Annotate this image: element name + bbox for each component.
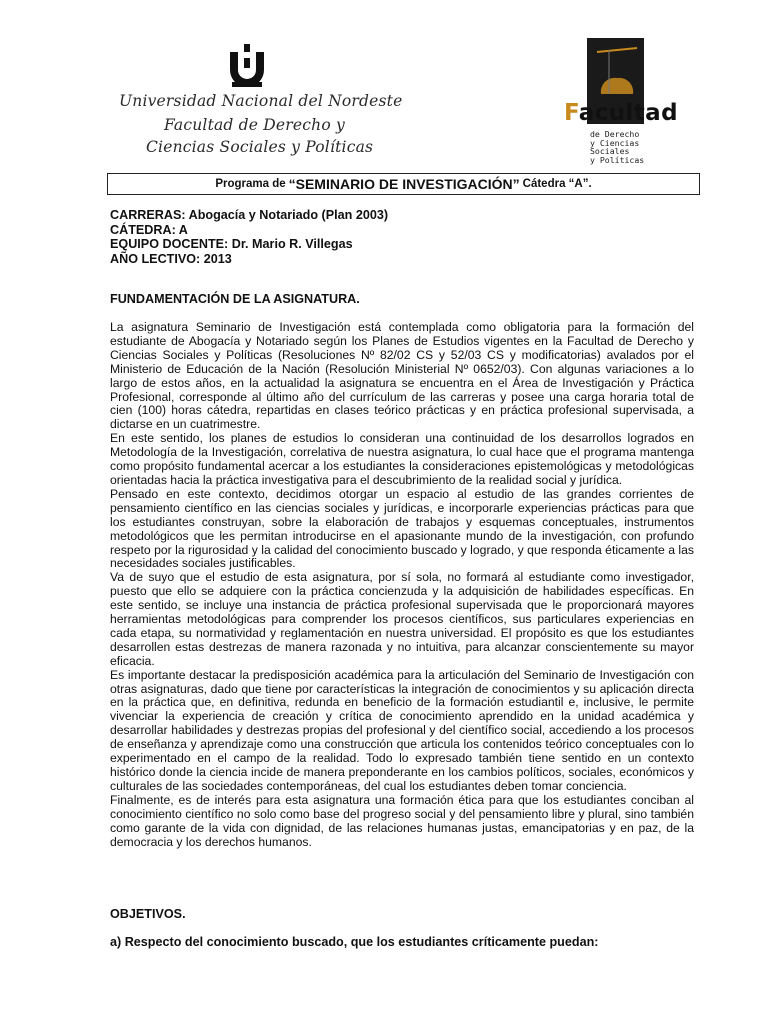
paragraph: En este sentido, los planes de estudios lo consideran una continuidad de los desarrollos logrados en Metodología de la Investigación, correlativa de nuestra asignatura, lo cual hace que el programa mantenga como propósito fundamental acercar a los estudiantes la consideraciones epistemológicas y metodológicas orientadas hacia la práctica investigativa para el descubrimiento de la realidad social y jurídica. [110,431,694,487]
university-name: Universidad Nacional del Nordeste [119,92,403,110]
carreras-line: CARRERAS: Abogacía y Notariado (Plan 2003) [110,208,389,222]
paragraph: Va de suyo que el estudio de esta asignatura, por sí sola, no formará al estudiante como investigador, puesto que ello se adquiere con la práctica concienzuda y la adquisición de habilidades específicas. En este sentido, se incluye una instancia de práctica profesional supervisada que le proporcionará mayores herramientas metodológicas para comprender los procesos científicos, sus particulares experiencias en cada etapa, su normatividad y reglamentación en nuestra universidad. El propósito es que los estudiantes desarrollen estas destrezas de manera razonada y no intuitiva, para alcanzar conscientemente su mayor eficacia. [110,570,694,668]
unne-seal-icon [226,44,268,88]
section-heading-objetivos: OBJETIVOS. [110,907,186,921]
faculty-logo [560,38,680,163]
catedra-line: CÁTEDRA: A [110,222,188,237]
paragraph: Pensado en este contexto, decidimos otorgar un espacio al estudio de las grandes corrientes de pensamiento científico en las ciencias sociales y jurídicas, e incorporarle experiencias prácticas para que los estudiantes construyan, sobre la elaboración de trabajos y esquemas conceptuales, instrumentos metodológicos que les permitan introducirse en el apasionante mundo de la investigación, con profundo respeto por la rigurosidad y la calidad del conocimiento buscado y logrado, y que responda éticamente a las necesidades sociales justificables. [110,486,694,571]
anio-lectivo-line: AÑO LECTIVO: 2013 [110,251,232,266]
fundamentacion-body [110,321,694,849]
faculty-name-line2: Ciencias Sociales y Políticas [146,138,374,156]
faculty-logo-title: Facultad [564,100,678,126]
paragraph: La asignatura Seminario de Investigación está contemplada como obligatoria para la formación del estudiante de Abogacía y Notariado según los Planes de Estudios vigentes en la Facultad de Derecho y Ciencias Sociales y Políticas (Resoluciones Nº 82/02 CS y 52/03 CS y modificatorias) avalados por el Ministerio de Educación de la Nación (Resolución Ministerial Nº 0652/03). Con algunas variaciones a lo largo de estos años, en la actualidad la asignatura se encuentra en el Área de Investigación y Práctica Profesional, corresponde al último año del currículum de las carreras y posee una carga horaria total de cien (100) horas cátedra, repartidas en clases teórico prácticas y en práctica profesional supervisada, a dictarse en un cuatrimestre. [110,320,694,432]
title-main: “SEMINARIO DE INVESTIGACIÓN” [288,176,520,192]
university-logo [114,40,403,170]
paragraph: Es importante destacar la predisposición académica para la articulación del Seminario de Investigación con otras asignaturas, dado que tiene por características la integración de conocimientos y su aplicación directa en la práctica que, en definitiva, redunda en beneficio de la formación estudiantil e, inclusive, le permite vivenciar la experiencia de creación y crítica de conocimiento aprendido en la unidad académica y desarrollar habilidades y destrezas propias del profesional y del científico social, accediendo a los procesos de enseñanza y aprendizaje como una construcción que articula los contenidos teórico conceptuales con lo experimentado en el campo de la realidad. Todo lo expresado también tiene sentido en un contexto histórico donde la ciencia incide de manera preponderante en los cambios políticos, sociales, económicos y culturales de las sociedades contemporáneas, del cual los estudiantes deben tomar conciencia. [110,667,694,793]
section-heading-fundamentacion: FUNDAMENTACIÓN DE LA ASIGNATURA. [110,292,360,306]
equipo-docente-line: EQUIPO DOCENTE: Dr. Mario R. Villegas [110,237,353,252]
objetivo-a-heading: a) Respecto del conocimiento buscado, que los estudiantes críticamente puedan: [110,935,599,949]
paragraph: Finalmente, es de interés para esta asignatura una formación ética para que los estudiantes conciban al conocimiento científico no solo como base del progreso social y del pensamiento libre y plural, sino también como garante de la vida con dignidad, de las relaciones humanas justas, emancipatorias y en paz, de la democracia y los derechos humanos. [110,792,694,849]
faculty-logo-subtitle: de Derecho y Ciencias Sociales y Políticas [590,129,645,165]
program-title-bar [107,173,700,195]
course-meta [110,208,388,266]
title-suffix: Cátedra “A”. [522,178,592,190]
title-prefix: Programa de [215,178,286,190]
faculty-name-line1: Facultad de Derecho y [164,116,345,134]
